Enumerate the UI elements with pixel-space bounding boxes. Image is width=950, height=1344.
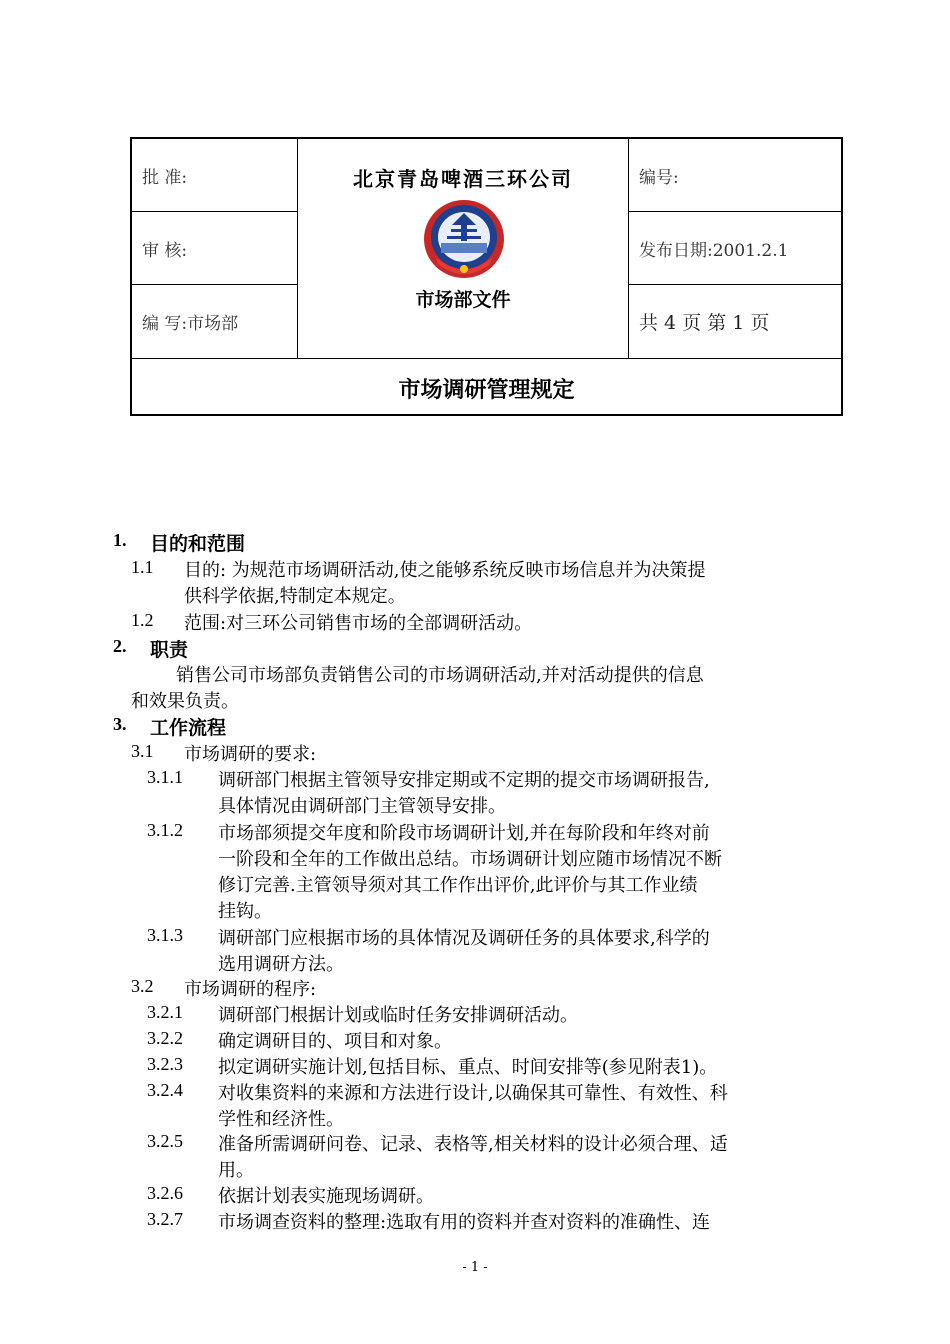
item-text: 调研部门根据主管领导安排定期或不定期的提交市场调研报告,: [218, 770, 710, 791]
item-text: 修订完善.主管领导须对其工作作出评价,此评价与其工作业绩: [218, 875, 698, 896]
item-number: 3.1.1: [147, 767, 183, 787]
department-name: 市场部文件: [415, 289, 511, 311]
document-title-row: [132, 358, 841, 417]
item-text: 市场调查资料的整理:选取有用的资料并查对资料的准确性、连: [218, 1212, 711, 1233]
section-number: 3.: [113, 714, 127, 734]
approve-label: 批 准:: [142, 167, 188, 188]
section-heading: 职责: [150, 639, 189, 661]
company-emblem-icon: [423, 199, 505, 279]
review-label: 审 核:: [142, 240, 188, 261]
item-text: 依据计划表实施现场调研。: [218, 1186, 434, 1207]
section-number: 1.: [113, 530, 127, 550]
author-cell: [132, 285, 298, 358]
approve-cell: [132, 139, 298, 212]
item-number: 3.2.2: [147, 1028, 183, 1048]
item-text: 具体情况由调研部门主管领导安排。: [218, 796, 506, 817]
section-number: 2.: [113, 636, 127, 656]
review-cell: [132, 212, 298, 285]
item-number: 3.2.5: [147, 1131, 183, 1151]
item-text: 对收集资料的来源和方法进行设计,以确保其可靠性、有效性、科: [218, 1083, 728, 1104]
paragraph-text: 销售公司市场部负责销售公司的市场调研活动,并对活动提供的信息: [176, 665, 704, 686]
item-text: 范围:对三环公司销售市场的全部调研活动。: [184, 613, 533, 634]
item-text: 学性和经济性。: [218, 1109, 344, 1130]
item-number: 3.2.4: [147, 1080, 183, 1100]
item-text: 市场调研的程序:: [184, 979, 317, 1000]
item-text: 选用调研方法。: [218, 954, 344, 975]
item-number: 3.2.6: [147, 1183, 183, 1203]
paragraph-text: 和效果负责。: [131, 691, 239, 712]
item-number: 3.2.1: [147, 1002, 183, 1022]
document-header-table: [130, 137, 843, 416]
author-label: 编 写:市场部: [142, 314, 239, 334]
item-number: 1.1: [131, 557, 154, 577]
company-cell: [298, 139, 628, 358]
release-date-label: 发布日期:2001.2.1: [639, 240, 789, 261]
section-heading: 工作流程: [150, 717, 227, 739]
item-number: 3.1: [131, 741, 154, 761]
item-number: 3.1.3: [147, 925, 183, 945]
section-heading: 目的和范围: [150, 533, 246, 555]
doc-number-label: 编号:: [639, 167, 679, 188]
item-text: 拟定调研实施计划,包括目标、重点、时间安排等(参见附表1)。: [218, 1057, 718, 1078]
item-text: 市场调研的要求:: [184, 744, 317, 765]
release-date-cell: [628, 212, 843, 285]
item-text: 调研部门根据计划或临时任务安排调研活动。: [218, 1005, 578, 1026]
item-number: 3.2.3: [147, 1054, 183, 1074]
item-text: 市场部须提交年度和阶段市场调研计划,并在每阶段和年终对前: [218, 823, 710, 844]
item-text: 供科学依据,特制定本规定。: [184, 586, 406, 607]
item-number: 3.2: [131, 976, 154, 996]
item-text: 用。: [218, 1160, 254, 1181]
item-number: 3.2.7: [147, 1209, 183, 1229]
item-number: 1.2: [131, 610, 154, 630]
item-number: 3.1.2: [147, 820, 183, 840]
document-title: 市场调研管理规定: [398, 377, 575, 403]
company-name: 北京青岛啤酒三环公司: [353, 167, 573, 191]
item-text: 准备所需调研问卷、记录、表格等,相关材料的设计必须合理、适: [218, 1134, 728, 1155]
page-count-cell: [628, 285, 843, 358]
item-text: 挂钩。: [218, 901, 272, 922]
page-count-label: 共 4 页 第 1 页: [639, 312, 770, 334]
item-text: 一阶段和全年的工作做出总结。市场调研计划应随市场情况不断: [218, 849, 722, 870]
item-text: 调研部门应根据市场的具体情况及调研任务的具体要求,科学的: [218, 928, 710, 949]
doc-number-cell: [628, 139, 843, 212]
item-text: 目的: 为规范市场调研活动,使之能够系统反映市场信息并为决策提: [184, 560, 706, 581]
page-number-footer: - 1 -: [462, 1260, 488, 1275]
item-text: 确定调研目的、项目和对象。: [218, 1031, 452, 1052]
